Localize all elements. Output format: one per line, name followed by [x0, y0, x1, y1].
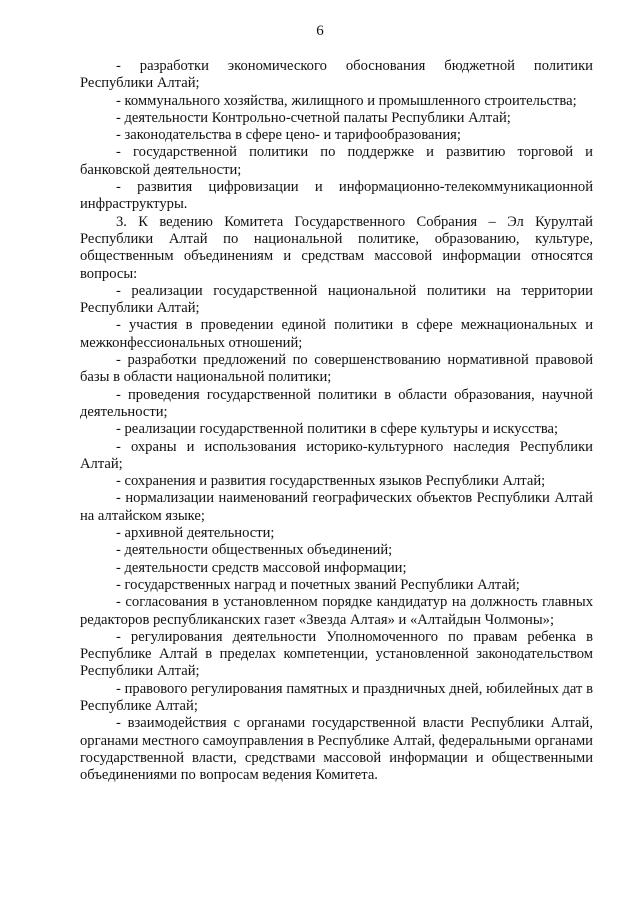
document-body — [80, 58, 593, 784]
paragraph-trade-banking: - государственной политики по поддержке и развитию торговой и банковской деятельности; — [80, 144, 593, 178]
paragraph-public-associations: - деятельности общественных объединений; — [116, 542, 393, 559]
page-number: 6 — [316, 23, 324, 39]
paragraph-state-awards: - государственных наград и почетных званий Республики Алтай; — [116, 576, 520, 593]
paragraph-interaction-authorities: - взаимодействия с органами государственной власти Республики Алтай, органами местного самоуправления в Республике Алтай, федеральными органами государственной власти, средствами массовой информации и общественными объединениями по вопросам ведения Комитета. — [80, 715, 593, 784]
paragraph-mass-media: - деятельности средств массовой информации; — [116, 559, 407, 576]
paragraph-pricing-legislation: - законодательства в сфере цено- и тарифообразования; — [116, 127, 461, 144]
paragraph-archives: - архивной деятельности; — [116, 525, 275, 542]
paragraph-committee-jurisdiction: 3. К ведению Комитета Государственного Собрания – Эл Курултай Республики Алтай по национальной политике, образованию, культуре, общественным объединениям и средствам массовой информации относятся вопросы: — [80, 213, 593, 282]
paragraph-culture-arts: - реализации государственной политики в сфере культуры и искусства; — [116, 421, 559, 438]
paragraph-communal-housing: - коммунального хозяйства, жилищного и промышленного строительства; — [116, 92, 577, 109]
paragraph-digitalization: - развития цифровизации и информационно-телекоммуникационной инфраструктуры. — [80, 179, 593, 213]
paragraph-national-policy: - реализации государственной национальной политики на территории Республики Алтай; — [80, 282, 593, 317]
paragraph-education-science: - проведения государственной политики в области образования, научной деятельности; — [80, 386, 593, 420]
paragraph-state-languages: - сохранения и развития государственных языков Республики Алтай; — [116, 473, 546, 490]
paragraph-budget-policy: - разработки экономического обоснования бюджетной политики Республики Алтай; — [80, 58, 593, 92]
paragraph-legal-framework: - разработки предложений по совершенствованию нормативной правовой базы в области национальной политики; — [80, 352, 593, 386]
paragraph-memorial-days: - правового регулирования памятных и праздничных дней, юбилейных дат в Республике Алтай; — [80, 680, 593, 714]
paragraph-interethnic-relations: - участия в проведении единой политики в сфере межнациональных и межконфессиональных отношений; — [80, 317, 593, 351]
paragraph-child-ombudsman: - регулирования деятельности Уполномоченного по правам ребенка в Республике Алтай в пределах компетенции, установленной законодательством Республики Алтай; — [80, 628, 593, 680]
paragraph-cultural-heritage: - охраны и использования историко-культурного наследия Республики Алтай; — [80, 438, 593, 472]
paragraph-editor-candidates: - согласования в установленном порядке кандидатур на должность главных редакторов республиканских газет «Звезда Алтая» и «Алтайдын Чолмоны»; — [80, 594, 593, 628]
paragraph-audit-chamber: - деятельности Контрольно-счетной палаты Республики Алтай; — [116, 109, 511, 126]
paragraph-geographic-names: - нормализации наименований географических объектов Республики Алтай на алтайском языке; — [80, 490, 593, 524]
